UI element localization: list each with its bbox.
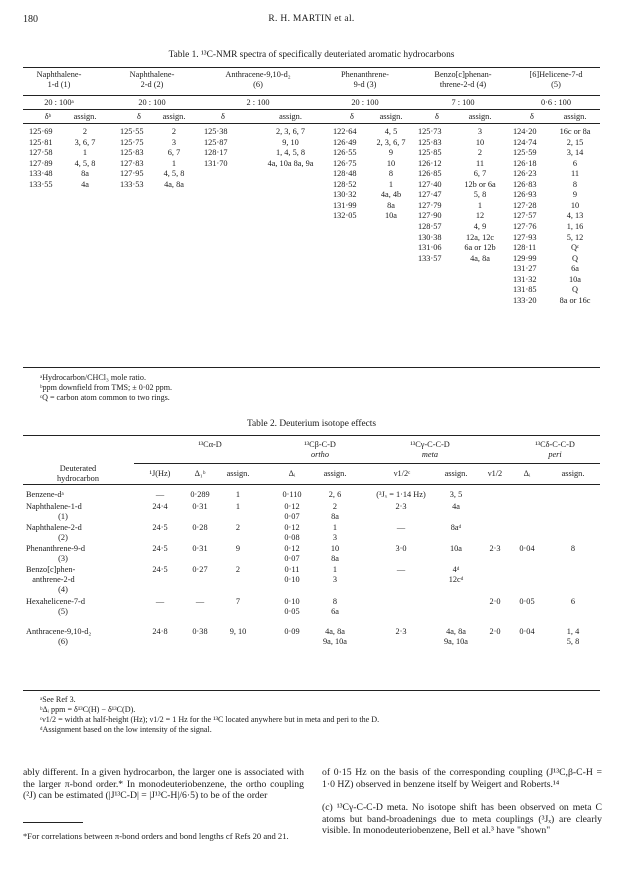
table1-compound-label: (5) (551, 80, 561, 89)
table1-assign-value: 6, 7 (167, 148, 181, 158)
table2-assign-beta: 8a (331, 554, 339, 563)
table1-delta-header: δ (530, 112, 534, 121)
table1-caption: Table 1. ¹³C-NMR spectra of specifically deuteriated aromatic hydrocarbons (168, 50, 455, 60)
table2-j-value: 24·5 (152, 523, 168, 532)
table1-delta-value: 131·32 (513, 274, 537, 284)
table2-j-value: — (155, 490, 165, 499)
table1-delta-value: 125·83 (418, 137, 442, 147)
table2-assign-beta: 3 (332, 575, 338, 584)
table1-assign-value: 4, 13 (566, 211, 584, 221)
table2-delta-beta: 0·12 (284, 544, 300, 553)
table2-j-value: 24·5 (152, 565, 168, 574)
table2-assign-beta: 8 (332, 597, 338, 606)
table2-col-header: ν1/2ᶜ (393, 469, 411, 478)
table2-delta-beta: 0·07 (284, 554, 300, 563)
table2-assign-gamma: 4ᵈ (452, 565, 460, 574)
table2-nu-delta: 2·3 (489, 544, 501, 553)
table2-group-c-alpha: ¹³Cα-D (198, 440, 222, 449)
table2-caption: Table 2. Deuterium isotope effects (246, 419, 377, 429)
table2-footnote-c: ᶜν1/2 = width at half-height (Hz); ν1/2 = 1 Hz for the ¹³C located anywhere but in meta and peri to the D. (40, 715, 380, 724)
table1-assign-value: 2, 15 (566, 137, 584, 147)
table1-delta-header: δᵇ (44, 112, 52, 121)
table1-assign-value: 1 (477, 200, 483, 210)
table1-delta-value: 125·75 (120, 137, 144, 147)
table2-assign-beta: 3 (332, 533, 338, 542)
table1-footnote-b: ᵇppm downfield from TMS; ± 0·02 ppm. (40, 383, 173, 392)
table1-assign-value: Qᶜ (570, 243, 580, 253)
table1-delta-value: 133·48 (29, 169, 53, 179)
table1-assign-value: 1 (388, 179, 394, 189)
table1-delta-value: 125·81 (29, 137, 53, 147)
table1-delta-value: 131·27 (513, 264, 537, 274)
table1-assign-value: 3, 14 (566, 148, 584, 158)
table1-assign-value: 9 (388, 148, 394, 158)
table2-nu-delta: 2·0 (489, 597, 501, 606)
table2-row-name: (4) (58, 585, 68, 594)
table1-delta-value: 125·83 (120, 148, 144, 158)
body-left-paragraph: ably different. In a given hydrocarbon, the larger one is associated with the larger π-bond order.* In monodeuteriobenzene, the ortho coupling (²J) can be estimated (|J¹³C-D| = |J¹³C-H|/6·5) to be of the order (23, 767, 304, 802)
table2-assign-gamma: 8aᵈ (450, 523, 462, 532)
table2-col-header: assign. (323, 469, 347, 478)
table1-delta-value: 127·40 (418, 179, 442, 189)
table1-delta-header: δ (137, 112, 141, 121)
table2-row-name: Benzo[c]phen- (26, 565, 76, 574)
table2-row-name: (5) (58, 607, 68, 616)
table1-footnote-a: ᵃHydrocarbon/CHCl₃ mole ratio. (40, 373, 146, 382)
table1-assign-value: 1 (82, 148, 88, 158)
table1-assign-value: 10 (475, 137, 485, 147)
table2-col-header: ν1/2 (487, 469, 503, 478)
table2-col-header: ¹J(Hz) (149, 469, 171, 478)
table1-delta-value: 125·87 (204, 137, 228, 147)
table1-assign-value: 1, 16 (566, 221, 584, 231)
table1-mole-ratio: 20 : 100ᵃ (44, 98, 74, 107)
table2-delta-beta: 0·05 (284, 607, 300, 616)
table1-bottom-rule (23, 367, 600, 368)
table1-compound-name: Naphthalene- (36, 70, 82, 79)
table2-top-rule (23, 435, 600, 436)
footnote-rule (23, 822, 83, 823)
table1-rule-3 (23, 109, 600, 110)
table2-delta-delta: 0·04 (519, 627, 535, 636)
table1-mole-ratio: 0·6 : 100 (541, 98, 571, 107)
table2-assign-gamma: 10a (450, 544, 462, 553)
page-number: 180 (23, 14, 38, 25)
table1-delta-value: 133·53 (120, 179, 144, 189)
table1-assign-value: 2 (477, 148, 483, 158)
table1-delta-value: 126·55 (333, 148, 357, 158)
table1-assign-value: 1 (171, 158, 177, 168)
table1-delta-value: 125·59 (513, 148, 537, 158)
table2-row-name: (6) (58, 637, 68, 646)
table2-delta-beta: 0·08 (284, 533, 300, 542)
table1-assign-value: 9 (572, 190, 578, 200)
table2-nu-gamma: 2·3 (395, 627, 407, 636)
table2-assign-alpha: 2 (235, 565, 241, 574)
table1-delta-value: 125·69 (29, 127, 53, 136)
table1-delta-value: 126·75 (333, 158, 357, 168)
table2-group-c-gamma: ¹³Cγ-C-C-D (410, 440, 450, 449)
table1-compound-name: Naphthalene- (129, 70, 175, 79)
table1-assign-value: 3 (171, 137, 177, 147)
table1-delta-value: 126·93 (513, 190, 537, 200)
table1-assign-value: 2, 3, 6, 7 (376, 137, 406, 147)
table2-delta-beta: 0·10 (284, 597, 300, 606)
table1-assign-value: 4a, 10a 8a, 9a (267, 158, 314, 168)
table2-assign-gamma: 4a (452, 502, 460, 511)
table2-group-c-gamma-sub: meta (421, 450, 439, 459)
table2-row-name: Naphthalene-2-d (26, 523, 82, 532)
table1-assign-value: 4a (81, 179, 89, 189)
table2-col-header: Δ₁ᵇ (194, 469, 206, 478)
table1-compound-name: Anthracene-9,10-d₂ (225, 70, 291, 79)
table1-delta-value: 131·06 (418, 243, 442, 253)
table1-delta-value: 128·17 (204, 148, 228, 158)
table1-assign-header: assign. (468, 112, 492, 121)
table1-delta-value: 128·57 (418, 221, 442, 231)
table1-delta-header: δ (350, 112, 354, 121)
table2-nu-gamma: (³Jₓ = 1·14 Hz) (376, 490, 426, 499)
table1-delta-value: 127·93 (513, 232, 537, 242)
table1-assign-value: 12 (475, 211, 485, 221)
table2-row-name: Anthracene-9,10-d₂ (26, 627, 92, 636)
table2-delta-beta: 0·11 (284, 565, 300, 574)
table2-assign-beta: 4a, 8a (325, 627, 345, 636)
table1-assign-value: 4, 5, 8 (74, 158, 96, 168)
table2-delta-delta: 0·04 (519, 544, 535, 553)
running-header: R. H. MARTIN et al. (268, 14, 355, 24)
table2-j-value: 24·5 (152, 544, 168, 553)
table1-compound-name: [6]Helicene-7-d (529, 70, 583, 79)
table2-j-value: — (155, 597, 165, 606)
table2-assign-beta: 1 (332, 565, 338, 574)
table1-assign-header: assign. (563, 112, 587, 121)
table1-assign-value: 5, 8 (473, 190, 487, 200)
table1-assign-value: 4a, 8a (164, 179, 184, 189)
table2-assign-delta: 1, 4 (566, 627, 580, 636)
table2-assign-beta: 2, 6 (328, 490, 342, 499)
table2-group-c-delta: ¹³Cδ-C-C-D (535, 440, 575, 449)
table1-delta-value: 127·79 (418, 200, 442, 210)
table1-assign-value: 4, 5 (384, 127, 398, 136)
table2-row-name: (2) (58, 533, 68, 542)
table1-mole-ratio: 7 : 100 (451, 98, 475, 107)
table1-compound-label: (6) (253, 80, 263, 89)
table2-nu-gamma: — (396, 565, 406, 574)
table2-group-c-beta-sub: ortho (311, 450, 329, 459)
table1-delta-value: 124·74 (513, 137, 537, 147)
table1-delta-value: 126·12 (418, 158, 442, 168)
table2-assign-beta: 2 (332, 502, 338, 511)
table1-delta-value: 127·89 (29, 158, 53, 168)
table1-delta-value: 127·90 (418, 211, 442, 221)
table2-assign-alpha: 2 (235, 523, 241, 532)
table1-delta-value: 127·83 (120, 158, 144, 168)
table1-assign-value: 8a (387, 200, 395, 210)
table1-mole-ratio: 2 : 100 (246, 98, 270, 107)
table2-footnote-b: ᵇΔᵢ ppm = δ¹³C(H) − δ¹³C(D). (40, 705, 136, 714)
table2-delta-delta: 0·05 (519, 597, 535, 606)
table2-row-name: (3) (58, 554, 68, 563)
table1-compound-label: 9-d (3) (353, 80, 377, 89)
table1-assign-value: Q (572, 253, 578, 263)
table2-nu-delta: 2·0 (489, 627, 501, 636)
body-left-footnote: *For correlations between π-bond orders and bond lengths cf Refs 20 and 21. (23, 831, 289, 841)
table2-col-header: assign. (444, 469, 468, 478)
table1-assign-value: 9, 10 (282, 137, 299, 147)
table2-row-name: Phenanthrene-9-d (26, 544, 85, 553)
table2-delta-alpha: 0·38 (192, 627, 208, 636)
table1-assign-value: 16c or 8a (559, 127, 591, 136)
table2-col-header: Δᵢ (288, 469, 296, 478)
table2-assign-gamma: 12cᵈ (448, 575, 464, 584)
table2-nu-gamma: 2·3 (395, 502, 407, 511)
table1-assign-value: 3, 6, 7 (74, 137, 96, 147)
table1-assign-value: 10 (386, 158, 396, 168)
table2-assign-alpha: 9, 10 (229, 627, 247, 636)
table1-assign-value: 4, 5, 8 (163, 169, 185, 179)
table1-assign-header: assign. (379, 112, 403, 121)
table1-delta-value: 130·38 (418, 232, 442, 242)
table1-assign-value: 4a, 4b (380, 190, 402, 200)
table2-assign-gamma: 3, 5 (449, 490, 463, 499)
table2-col-header: assign. (561, 469, 585, 478)
table1-delta-value: 133·55 (29, 179, 53, 189)
table1-assign-value: 12b or 6a (464, 179, 496, 189)
table1-assign-value: 1, 4, 5, 8 (275, 148, 306, 158)
table2-row-name: anthrene-2-d (26, 575, 75, 584)
table1-delta-value: 128·48 (333, 169, 357, 179)
table2-delta-alpha: 0·31 (192, 502, 208, 511)
table2-row-name: Benzene-dᵃ (26, 490, 64, 499)
table1-assign-value: 4, 9 (473, 221, 487, 231)
table1-assign-value: 10a (569, 274, 581, 284)
table1-delta-value: 127·95 (120, 169, 144, 179)
table1-assign-value: 8a or 16c (559, 295, 591, 305)
table2-col-hydrocarbon: Deuterated (59, 464, 97, 473)
table2-delta-beta: 0·12 (284, 523, 300, 532)
table2-delta-alpha: 0·289 (190, 490, 210, 499)
table1-delta-value: 126·23 (513, 169, 537, 179)
table2-nu-gamma: — (396, 523, 406, 532)
table1-delta-value: 126·85 (418, 169, 442, 179)
table2-nu-gamma: 3·0 (395, 544, 407, 553)
table1-delta-value: 125·73 (418, 127, 442, 136)
table1-assign-value: 6a (571, 264, 579, 274)
table2-assign-beta: 10 (330, 544, 340, 553)
table1-assign-value: 6 (572, 158, 578, 168)
table2-assign-alpha: 7 (235, 597, 241, 606)
table1-top-rule (23, 67, 600, 68)
table1-delta-value: 128·52 (333, 179, 357, 189)
table2-delta-beta: 0·12 (284, 502, 300, 511)
body-right-paragraph-2: (c) ¹³Cγ-C-C-D meta. No isotope shift has been observed on meta C atoms but band-broadenings due to meta couplings (³Jₓ) are clearly visible. In monodeuteriobenzene, Bell et al.³ have "shown" (322, 802, 602, 837)
table2-col-header: assign. (226, 469, 250, 478)
table1-assign-value: 8 (572, 179, 578, 189)
table1-delta-value: 133·20 (513, 295, 537, 305)
table2-assign-alpha: 1 (235, 490, 241, 499)
table2-delta-alpha: 0·31 (192, 544, 208, 553)
table1-delta-value: 127·57 (513, 211, 537, 221)
table1-delta-header: δ (435, 112, 439, 121)
table1-assign-value: 6a or 12b (464, 243, 496, 253)
table1-assign-value: 2, 3, 6, 7 (275, 127, 306, 136)
table1-assign-value: 5, 12 (566, 232, 584, 242)
table1-delta-value: 131·99 (333, 200, 357, 210)
table1-assign-header: assign. (162, 112, 186, 121)
table2-assign-delta: 5, 8 (566, 637, 580, 646)
table1-delta-value: 126·49 (333, 137, 357, 147)
table1-rule-4 (23, 123, 600, 124)
table1-assign-value: 3 (477, 127, 483, 136)
table1-assign-header: assign. (73, 112, 97, 121)
table1-mole-ratio: 20 : 100 (351, 98, 379, 107)
table1-assign-value: 4a, 8a (470, 253, 490, 263)
table2-delta-alpha: 0·28 (192, 523, 208, 532)
table1-delta-value: 131·70 (204, 158, 228, 168)
table1-assign-value: 11 (571, 169, 579, 179)
table1-compound-label: 1-d (1) (47, 80, 71, 89)
table1-delta-value: 131·85 (513, 285, 537, 295)
table1-assign-value: 2 (171, 127, 177, 136)
table1-compound-label: 2-d (2) (140, 80, 164, 89)
table1-assign-value: 11 (476, 158, 484, 168)
table1-delta-value: 125·55 (120, 127, 144, 136)
table2-col-hydrocarbon-2: hydrocarbon (57, 474, 99, 483)
table2-footnote-d: ᵈAssignment based on the low intensity of the signal. (40, 725, 212, 734)
table2-col-header: Δᵢ (523, 469, 531, 478)
table1-assign-value: 10 (570, 200, 580, 210)
table1-rule-2 (23, 95, 600, 96)
table2-row-name: Hexahelicene-7-d (26, 597, 85, 606)
table2-j-value: 24·4 (152, 502, 168, 511)
table1-mole-ratio: 20 : 100 (138, 98, 166, 107)
table2-assign-beta: 9a, 10a (323, 637, 347, 646)
table2-group-rule (134, 463, 600, 464)
table1-assign-value: 2 (82, 127, 88, 136)
table2-assign-beta: 6a (331, 607, 339, 616)
table2-assign-delta: 8 (570, 544, 576, 553)
table2-delta-beta: 0·09 (284, 627, 300, 636)
table1-compound-label: threne-2-d (4) (439, 80, 487, 89)
table2-assign-beta: 1 (332, 523, 338, 532)
table2-footnote-a: ᵃSee Ref 3. (40, 695, 76, 704)
table2-group-c-beta: ¹³Cβ-C-D (304, 440, 336, 449)
table2-assign-alpha: 9 (235, 544, 241, 553)
table1-delta-value: 132·05 (333, 211, 357, 221)
table2-assign-gamma: 9a, 10a (444, 637, 468, 646)
table2-delta-alpha: 0·27 (192, 565, 208, 574)
table1-assign-value: 6, 7 (473, 169, 487, 179)
table1-assign-value: Q (572, 285, 578, 295)
table1-assign-value: 10a (385, 211, 397, 221)
table2-assign-delta: 6 (570, 597, 576, 606)
table1-delta-value: 127·58 (29, 148, 53, 158)
table1-delta-value: 127·47 (418, 190, 442, 200)
body-right-paragraph-1: of 0·15 Hz on the basis of the corresponding coupling (J¹³C,β-C-H = 1·0 HZ) observed in benzene itself by Weigert and Roberts.¹⁴ (322, 767, 602, 790)
table1-delta-value: 126·83 (513, 179, 537, 189)
table1-delta-value: 122·64 (333, 127, 357, 136)
table2-j-value: 24·8 (152, 627, 168, 636)
table1-assign-value: 8 (388, 169, 394, 179)
table2-group-c-delta-sub: peri (548, 450, 562, 459)
table1-delta-value: 128·11 (513, 243, 537, 253)
table1-delta-value: 127·28 (513, 200, 537, 210)
table2-delta-beta: 0·110 (282, 490, 302, 499)
table2-assign-gamma: 4a, 8a (446, 627, 466, 636)
table1-delta-value: 129·99 (513, 253, 537, 263)
table1-assign-value: 12a, 12c (465, 232, 495, 242)
table2-row-name: Naphthalene-1-d (26, 502, 82, 511)
table2-delta-alpha: — (195, 597, 205, 606)
table1-assign-header: assign. (279, 112, 302, 121)
table2-bottom-rule (23, 690, 600, 691)
table2-assign-beta: 8a (331, 512, 339, 521)
table1-delta-value: 126·18 (513, 158, 537, 168)
table1-delta-value: 124·20 (513, 127, 537, 136)
table2-delta-beta: 0·10 (284, 575, 300, 584)
table2-assign-alpha: 1 (235, 502, 241, 511)
table1-delta-value: 130·32 (333, 190, 357, 200)
table1-assign-value: 8a (81, 169, 89, 179)
table1-footnote-c: ᶜQ = carbon atom common to two rings. (40, 393, 170, 402)
table1-compound-name: Benzo[c]phenan- (434, 70, 492, 79)
table2-delta-beta: 0·07 (284, 512, 300, 521)
table1-delta-value: 133·57 (418, 253, 442, 263)
table1-compound-name: Phenanthrene- (341, 70, 389, 79)
table1-delta-value: 125·38 (204, 127, 228, 136)
table2-row-name: (1) (58, 512, 68, 521)
table1-delta-value: 125·85 (418, 148, 442, 158)
table1-delta-value: 127·76 (513, 221, 537, 231)
table1-delta-header: δ (221, 112, 225, 121)
table2-header-rule (23, 484, 600, 485)
